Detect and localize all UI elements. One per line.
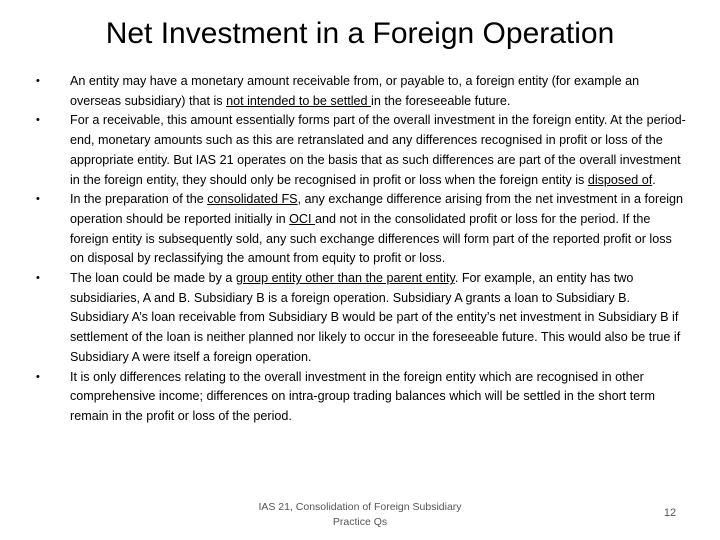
underlined-phrase: group entity other than the parent entity	[235, 271, 455, 286]
bullet-text: The loan could be made by a	[70, 271, 236, 286]
page-number: 12	[663, 507, 677, 519]
bullet-text: In the preparation of the	[70, 192, 208, 207]
underlined-phrase: OCI	[289, 211, 316, 226]
bullet-item	[36, 368, 686, 427]
bullet-icon: •	[36, 370, 40, 383]
bullet-text: For a receivable, this amount essentially forms part of the overall investment in the foreign entity. At the period-end, monetary amounts such as this are retranslated and any differences recognised in profit or loss of the appropriate entity. But IAS 21 operates on the basis that as such differences are part of the overall investment in the foreign entity, they should only be recognised in profit or loss when the foreign entity is	[70, 113, 686, 187]
bullet-text: in the foreseeable future.	[371, 93, 511, 108]
slide-title: Net Investment in a Foreign Operation	[105, 17, 615, 50]
bullet-text: and not in the consolidated profit or loss for the period. If the foreign entity is subsequently sold, any such exchange differences will form part of the reported profit or loss on disposal by reclassifying the amount from equity to profit or loss.	[70, 211, 672, 266]
bullet-icon: •	[36, 272, 40, 285]
underlined-phrase: not intended to be settled	[226, 93, 372, 108]
bullet-item	[36, 72, 686, 111]
underlined-phrase: disposed of	[587, 172, 653, 187]
bullet-icon: •	[36, 75, 40, 87]
bullet-text: . For example, an entity has two subsidiaries, A and B. Subsidiary B is a foreign operation. Subsidiary A grants a loan to Subsidiary B. Subsidiary A’s loan receivable from Subsidiary B would be part of the entity’s net investment in Subsidiary B if settlement of the loan is neither planned nor likely to occur in the foreseeable future. This would also be true if Subsidiary A were itself a foreign operation.	[70, 271, 681, 364]
bullet-icon: •	[36, 193, 40, 206]
bullet-text: .	[652, 172, 656, 187]
bullet-list	[36, 72, 686, 427]
bullet-item	[36, 269, 686, 368]
bullet-item	[36, 111, 686, 190]
underlined-phrase: consolidated FS	[207, 192, 298, 207]
bullet-icon: •	[36, 114, 40, 127]
bullet-text: An entity may have a monetary amount receivable from, or payable to, a foreign entity (for example an overseas subsidiary) that is	[70, 74, 640, 108]
slide-footer: IAS 21, Consolidation of Foreign Subsidiary Practice Qs	[258, 501, 462, 528]
bullet-text: It is only differences relating to the overall investment in the foreign entity which are recognised in other comprehensive income; differences on intra-group trading balances which will be settled in the short term remain in the profit or loss of the period.	[70, 369, 655, 423]
bullet-item	[36, 190, 686, 269]
bullet-text: , any exchange difference arising from the net investment in a foreign operation should be reported initially in	[70, 192, 684, 226]
